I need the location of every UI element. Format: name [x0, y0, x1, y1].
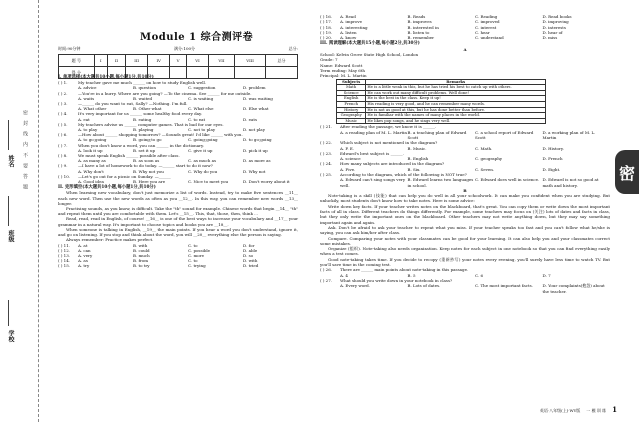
full-score: 满分:100分 [174, 46, 196, 51]
option-row [320, 283, 610, 294]
answer-option[interactable]: A. as [78, 258, 88, 264]
answer-option[interactable]: D. Why not [243, 168, 266, 174]
answer-option[interactable]: A. interesting [340, 24, 368, 30]
remark-cell: He is a little weak in this, but he has tried his best to catch up with others. [366, 85, 546, 91]
cloze-paragraph: Read, read, read in English, of course! __16__ is one of the best ways to increase your vocabulary and __17__ your grammar in a natural way. It's important to choose topics and books you are __18__. [58, 216, 298, 227]
answer-option[interactable]: A. What other [78, 106, 107, 112]
answer-option[interactable]: B. Reads [407, 14, 426, 19]
option-row [78, 263, 298, 268]
question-number[interactable]: ( ) 19. [320, 29, 333, 35]
page-number: 1 [612, 405, 617, 414]
subject-cell: Math [337, 85, 366, 91]
remark-cell: He is familiar with the names of many places in the world. [366, 113, 546, 119]
answer-option[interactable]: B. question [133, 85, 156, 91]
answer-option[interactable]: C. a school report of Edward Scott [475, 129, 534, 140]
answer-option[interactable]: B. eating [133, 116, 152, 122]
answer-option[interactable]: C. Math. [475, 145, 493, 151]
score-col: VI [187, 55, 209, 67]
score-col: I [94, 55, 107, 67]
cloze-paragraph: Practising sounds, as you know, is difficult. Take the "th" sound for example. Chinese words that begin __14__ "th" and repeat them until you are comfortable with them. Let's __15__. This, that, those, then, think ... [58, 206, 298, 217]
answer-option[interactable]: C. Edward does well in science. [475, 177, 540, 183]
subjects-header: Subjects [337, 79, 366, 85]
question-text: —How about ______ shopping tomorrow? —Sounds great! I'd like ______ with you. [78, 132, 243, 138]
name-underline [8, 120, 9, 150]
answer-option[interactable]: D. hear of [542, 29, 563, 35]
score-col: 总分 [265, 55, 297, 67]
answer-option[interactable]: A. know [340, 35, 357, 41]
answer-option[interactable]: C. not to play [188, 127, 216, 133]
question-text: According to the diagram, which of the following is NOT true? [340, 171, 467, 177]
mcq-list [58, 80, 298, 184]
answer-option[interactable]: A. at [78, 242, 88, 248]
question-number[interactable]: ( ) 23. [320, 150, 333, 156]
page-footer [540, 405, 617, 414]
answer-option[interactable]: D. for [243, 242, 255, 248]
school-underline [8, 300, 9, 326]
answer-option[interactable]: D. interests [542, 24, 566, 30]
report-info-line: Principal: M. L. Martin [320, 73, 367, 79]
answer-option[interactable]: A. to go;going [78, 137, 107, 143]
question-text: What should you write down in your notebook in class? [340, 277, 453, 283]
answer-option[interactable]: C. Nice to meet you [188, 179, 229, 185]
get-label: 得 分 [59, 67, 95, 79]
answer-option[interactable]: B. much [133, 252, 150, 258]
answer-option[interactable]: C. more [188, 252, 204, 258]
question-text: —You're in a hurry. Where are you going? —To the cinema. See ______ for me outside. [78, 90, 252, 96]
question [58, 91, 298, 101]
question-text: My teacher gave me much ______ on how to study English well. [78, 80, 207, 86]
answer-option[interactable]: A. advice [78, 85, 97, 91]
answer-option[interactable]: C. to [188, 242, 198, 248]
remark-cell: He likes pop songs, and he sings very well. [366, 118, 546, 124]
answer-option[interactable]: B. playing [133, 127, 154, 133]
question-number[interactable]: ( ) 13. [58, 252, 71, 258]
answer-option[interactable]: C. The most important facts. [475, 283, 533, 289]
question-number[interactable]: ( ) 16. [320, 14, 333, 19]
total-score-label: 总分: [288, 46, 298, 51]
question [58, 132, 298, 142]
question-number[interactable]: ( ) 7. [58, 142, 68, 148]
question-text: —______ do you want to eat, Sally? —Nothing. I'm full. [78, 101, 188, 107]
answer-option[interactable]: B. to try [133, 263, 150, 269]
answer-option[interactable]: C. trying [188, 263, 206, 269]
question-text: There are ______ main points about note-taking in this passage. [340, 267, 469, 273]
answer-option[interactable]: D. was waiting [243, 95, 273, 101]
table-row [337, 118, 546, 124]
answer-option[interactable]: C. as much as [188, 158, 217, 164]
answer-option[interactable]: D. Else what [243, 106, 269, 112]
answer-option[interactable]: C. to [188, 258, 198, 264]
question-number[interactable]: ( ) 27. [320, 277, 333, 283]
reading-b-paragraph: Compare. Comparing your notes with your classmates can be good for your learning. It can also help you and your classmates correct some mistakes. [320, 235, 610, 246]
question-line [58, 263, 298, 268]
answer-option[interactable]: A. very [78, 252, 93, 258]
answer-option[interactable]: B. remember [407, 35, 435, 41]
answer-option[interactable]: B. Edward learns two languages in school. [407, 177, 474, 188]
question-text: —Let's go out for a picnic on Sunday. —______ [78, 173, 171, 179]
answer-option[interactable]: C. interest [475, 24, 497, 30]
answer-option[interactable]: D. so [243, 252, 254, 258]
answer-option[interactable]: C. 6 [475, 272, 484, 278]
binding-sidebar [0, 0, 39, 422]
answer-option[interactable]: A. science [340, 156, 361, 162]
report-info-line: Term ending: May 6th [320, 67, 365, 73]
reading-a-questions [320, 124, 610, 188]
answer-option[interactable]: B. could [133, 247, 150, 253]
question [58, 163, 298, 173]
question [58, 153, 298, 163]
score-col: II [107, 55, 125, 67]
answer-option[interactable]: B. going;to go [133, 137, 162, 143]
question-number[interactable]: ( ) 10. [58, 173, 71, 179]
question-number[interactable]: ( ) 6. [58, 132, 68, 138]
question-number[interactable]: ( ) 1. [58, 80, 68, 86]
name-label: 姓名 [7, 155, 14, 167]
question-number[interactable]: ( ) 5. [58, 121, 68, 127]
question [320, 161, 610, 172]
option-row [340, 35, 610, 40]
question-number[interactable]: ( ) 25. [320, 171, 333, 177]
answer-option[interactable]: A. a reading plan of M. L. Martin [340, 129, 407, 135]
section-1-heading: I. 单项选择(本大题共10小题,每小题1分,共10分) [58, 75, 154, 80]
score-col: IV [148, 55, 170, 67]
answer-option[interactable]: C. to eat [188, 116, 206, 122]
question-text: My teachers advise us ______ computer games. That is bad for our eyes. [78, 121, 224, 127]
answer-option[interactable]: D. 7 [542, 272, 551, 278]
answer-option[interactable]: D. eats [243, 116, 258, 122]
answer-option[interactable]: A. eat [78, 116, 90, 122]
report-info-line: Name: Edward Scott [320, 62, 363, 68]
answer-option[interactable]: B. set it up [133, 147, 156, 153]
report-info-line: Grade: 7 [320, 57, 338, 63]
answer-option[interactable]: A. 4 [340, 272, 348, 278]
question-text: After reading the passage, we know it is ______. [340, 124, 437, 130]
answer-option[interactable]: B. Music. [407, 145, 427, 151]
question-text: Which subject is not mentioned in the diagram? [340, 140, 438, 146]
cloze-options-left [58, 243, 298, 269]
remark-cell: He is the best in the class. Keep it up! [366, 96, 546, 102]
cut-line-notice: 密 封 线 内 不 要 答 题 [22, 110, 28, 192]
answer-option[interactable]: B. Here you are [133, 179, 166, 185]
answer-option[interactable]: C. give it up [188, 147, 213, 153]
answer-option[interactable]: C. Reading [475, 14, 498, 19]
subject-cell: Science [337, 90, 366, 96]
score-col: V [170, 55, 187, 67]
question-number[interactable]: ( ) 26. [320, 267, 333, 273]
question-text: We must speak English ______ possible after class. [78, 153, 180, 159]
cloze-paragraph: When someone is talking in English, __19__ the main points. If you hear a word you don't understand, ignore it, and go on listening. If you stop and think about the word, you will __20__ everything else the person is saying. [58, 226, 298, 238]
answer-option[interactable]: A. to play [78, 127, 98, 133]
question [58, 101, 298, 111]
answer-option[interactable]: B. with [133, 242, 148, 248]
answer-option[interactable]: C. What else [188, 106, 214, 112]
question-number[interactable]: ( ) 12. [58, 247, 71, 253]
question [320, 140, 610, 151]
question [320, 151, 610, 162]
question-number[interactable]: ( ) 2. [58, 90, 68, 96]
cloze-paragraph: Always remember: Practice makes perfect. [66, 237, 154, 243]
answer-option[interactable]: A. Five. [340, 166, 356, 172]
footer-series: 一 模 训 练 [586, 408, 607, 413]
answer-option[interactable]: A. improve [340, 19, 363, 25]
question-text: When you don't know a word, you can ______ in the dictionary. [78, 142, 205, 148]
answer-option[interactable]: A. can [78, 247, 91, 253]
answer-option[interactable]: B. Six. [407, 166, 421, 172]
answer-option[interactable]: C. possible [188, 247, 211, 253]
report-info-line: School: Kelvin Grove State High School, London [320, 52, 419, 58]
question-number[interactable]: ( ) 14. [58, 258, 71, 264]
subject-cell: History [337, 107, 366, 113]
answer-option[interactable]: C. understand [475, 35, 504, 41]
answer-option[interactable]: D. with [243, 258, 258, 264]
remark-cell: His reading is very good, and he can remember many words. [366, 101, 546, 107]
question-number[interactable]: ( ) 9. [58, 163, 68, 169]
answer-option[interactable]: A. P. E. [340, 145, 355, 151]
school-label: 学校 [7, 330, 14, 342]
answer-option[interactable]: D. problem [243, 85, 266, 91]
answer-option[interactable]: D. French [542, 156, 563, 162]
answer-option[interactable]: D. pick it up [243, 147, 268, 153]
answer-option[interactable]: D. Eight. [542, 166, 561, 172]
answer-option[interactable]: C. going;going [188, 137, 218, 143]
question [320, 35, 610, 40]
answer-option[interactable]: A. listen [340, 29, 357, 35]
remark-cell: He can work out many difficult problems. Well done! [366, 90, 546, 96]
question [58, 174, 298, 184]
answer-option[interactable]: A. as many as [78, 158, 106, 164]
question-number[interactable]: ( ) 11. [58, 242, 71, 248]
answer-option[interactable]: C. geography [475, 156, 503, 162]
answer-option[interactable]: D. History. [542, 145, 564, 151]
answer-option[interactable]: B. English [407, 156, 429, 162]
answer-option[interactable]: D. Your complaints(抱怨) about the teacher. [542, 283, 605, 294]
answer-option[interactable]: A. try [78, 263, 90, 269]
subject-cell: French [337, 101, 366, 107]
answer-option[interactable]: B. as soon as [133, 158, 160, 164]
answer-option[interactable]: B. improves [407, 19, 432, 25]
cloze-paragraph: When learning new vocabulary, don't just memorize a list of words. Instead, try to make five sentences __11__ each new word. Then use the new words as often as you __12__. In this way, you can remember new words __13__ longer. [58, 190, 298, 206]
question [320, 124, 610, 140]
reading-b-paragraph: Organize (组织). Note-taking also needs organization. Keep notes for each subject in one notebook so that you can find everything easily when a test comes. [320, 246, 610, 257]
class-underline [8, 196, 9, 226]
answer-option[interactable]: B. 5 [407, 272, 416, 278]
report-header [320, 52, 610, 78]
question [58, 111, 298, 121]
answer-option[interactable]: D. to go;going [243, 137, 272, 143]
answer-option[interactable]: D. miss [542, 35, 558, 41]
part-a-label: A [463, 46, 467, 52]
section-3-heading: III. 阅读理解(本大题共15小题,每小题2分,共30分) [320, 41, 420, 47]
question-number[interactable]: ( ) 24. [320, 161, 333, 167]
answer-option[interactable]: B. listen to [407, 29, 430, 35]
answer-option[interactable]: C. improved [475, 19, 500, 25]
answer-option[interactable]: B. Other what [133, 106, 162, 112]
answer-option[interactable]: C. is waiting [188, 95, 214, 101]
answer-option[interactable]: C. hear [475, 29, 490, 35]
option-row [320, 177, 610, 188]
question-number[interactable]: ( ) 20. [320, 35, 333, 41]
answer-option[interactable]: D. improving [542, 19, 569, 25]
answer-option[interactable]: D. Don't worry about it [243, 179, 290, 185]
answer-option[interactable]: B. from [133, 258, 149, 264]
cloze-options-right [320, 14, 610, 40]
stamp-seal: 密 [615, 150, 639, 194]
question [320, 267, 610, 278]
question-text: It's very important for us ______ some healthy food every day. [78, 111, 203, 117]
answer-option[interactable]: A. Read [340, 14, 356, 19]
answer-option[interactable]: A. Why don't [78, 168, 104, 174]
footer-book: 英语·八年级(上)·WY版 [539, 408, 581, 413]
answer-option[interactable]: B. a teaching plan of Edward Scott [407, 129, 467, 140]
answer-option[interactable]: B. Why not you [133, 168, 164, 174]
part-b-label: B [463, 187, 467, 193]
right-column [320, 14, 610, 294]
remark-cell: He is not as good at this, but he has done better than before. [366, 107, 546, 113]
question [58, 122, 298, 132]
remarks-header: Remarks [366, 79, 546, 85]
question-line [320, 35, 610, 40]
answer-option[interactable]: C. Seven. [475, 166, 495, 172]
option-row [320, 130, 610, 141]
report-table [336, 79, 546, 125]
answer-option[interactable]: C. Why do you [188, 168, 218, 174]
question-text: —I have a lot of homework to do today. —______ start to do it now? [78, 163, 213, 169]
question-number[interactable]: ( ) 15. [58, 263, 71, 269]
reading-b-paragraph: Ask. Don't be afraid to ask your teacher to repeat what you miss. If your teacher speaks too fast and you can't follow what he/she is saying, you can ask him/her after class. [320, 224, 610, 236]
answer-option[interactable]: C. suggestion [188, 85, 216, 91]
score-col: 题 号 [59, 55, 95, 67]
question-text: Edward's best subject is ______. [340, 150, 404, 156]
answer-option[interactable]: A. Good idea [78, 179, 104, 185]
score-col: VII [208, 55, 234, 67]
answer-option[interactable]: A. waits [78, 95, 95, 101]
question [320, 278, 610, 294]
subject-cell: Geography [337, 113, 366, 119]
answer-option[interactable]: D. tried [243, 263, 259, 269]
section-2-heading: II. 完形填空(本大题共10小题,每小题1分,共10分) [58, 185, 156, 191]
question-number[interactable]: ( ) 18. [320, 24, 333, 30]
question-number[interactable]: ( ) 4. [58, 111, 68, 117]
answer-option[interactable]: D. as more as [243, 158, 271, 164]
class-label: 班级 [7, 230, 14, 242]
answer-option[interactable]: B. interested in [407, 24, 439, 30]
reading-b-paragraph: Write down key facts. If your teacher writes notes on the blackboard, that's great. You can copy them or write down the most important facts of all in class. Different teachers do things differently. For example, some teachers may focus on (关注) lots of dates and facts in class, but they only write the important ones on the blackboard. Other teachers may not write anything down, but they may say something important again and again. [320, 203, 610, 225]
question [58, 263, 298, 268]
score-col: III [125, 55, 147, 67]
answer-option[interactable]: A. Every word. [340, 283, 370, 289]
question-number[interactable]: ( ) 22. [320, 140, 333, 146]
answer-option[interactable]: D. able [243, 247, 258, 253]
answer-option[interactable]: A. Edward can't sing songs very well. [340, 177, 406, 188]
question [58, 80, 298, 90]
answer-option[interactable]: B. waited [133, 95, 153, 101]
subject-cell: Music [337, 118, 366, 124]
reading-b-paragraph: Note-taking is a skill (技能) that can help you do well in all your schoolwork. It can make you confident when you are studying. But unluckily, most students don't know how to take notes. Here is some advice: [320, 193, 610, 204]
reading-b-paragraph: Good note-taking takes time. If you decide to recopy (重新抄写) your notes every evening, you'll surely have less time to watch TV. But you'll save time in the coming test. [320, 256, 610, 268]
reading-b-questions [320, 267, 610, 293]
question-number[interactable]: ( ) 21. [320, 124, 333, 130]
score-table-head-row [59, 55, 298, 67]
page-title: Module 1 综合测评卷 [140, 32, 254, 43]
question-number[interactable]: ( ) 17. [320, 19, 333, 25]
question-number[interactable]: ( ) 3. [58, 101, 68, 107]
answer-option[interactable]: D. a working plan of M. L. Martin [542, 129, 596, 140]
option-row [58, 179, 298, 184]
subject-cell: English [337, 96, 366, 102]
score-col: VIII [235, 55, 266, 67]
answer-option[interactable]: D. Read books [542, 14, 572, 19]
answer-option[interactable]: A. look it up [78, 147, 103, 153]
question-number[interactable]: ( ) 8. [58, 153, 68, 159]
question [58, 143, 298, 153]
left-column [58, 74, 298, 269]
exam-meta [58, 46, 298, 52]
question-text: How many subjects are introduced in the diagram? [340, 161, 445, 167]
answer-option[interactable]: D. not play [243, 127, 265, 133]
answer-option[interactable]: D. Edward is not so good at math and history. [542, 177, 599, 188]
time-limit: 时间:90分钟 [58, 46, 81, 51]
question [320, 172, 610, 188]
answer-option[interactable]: B. Lots of dates. [407, 283, 441, 289]
